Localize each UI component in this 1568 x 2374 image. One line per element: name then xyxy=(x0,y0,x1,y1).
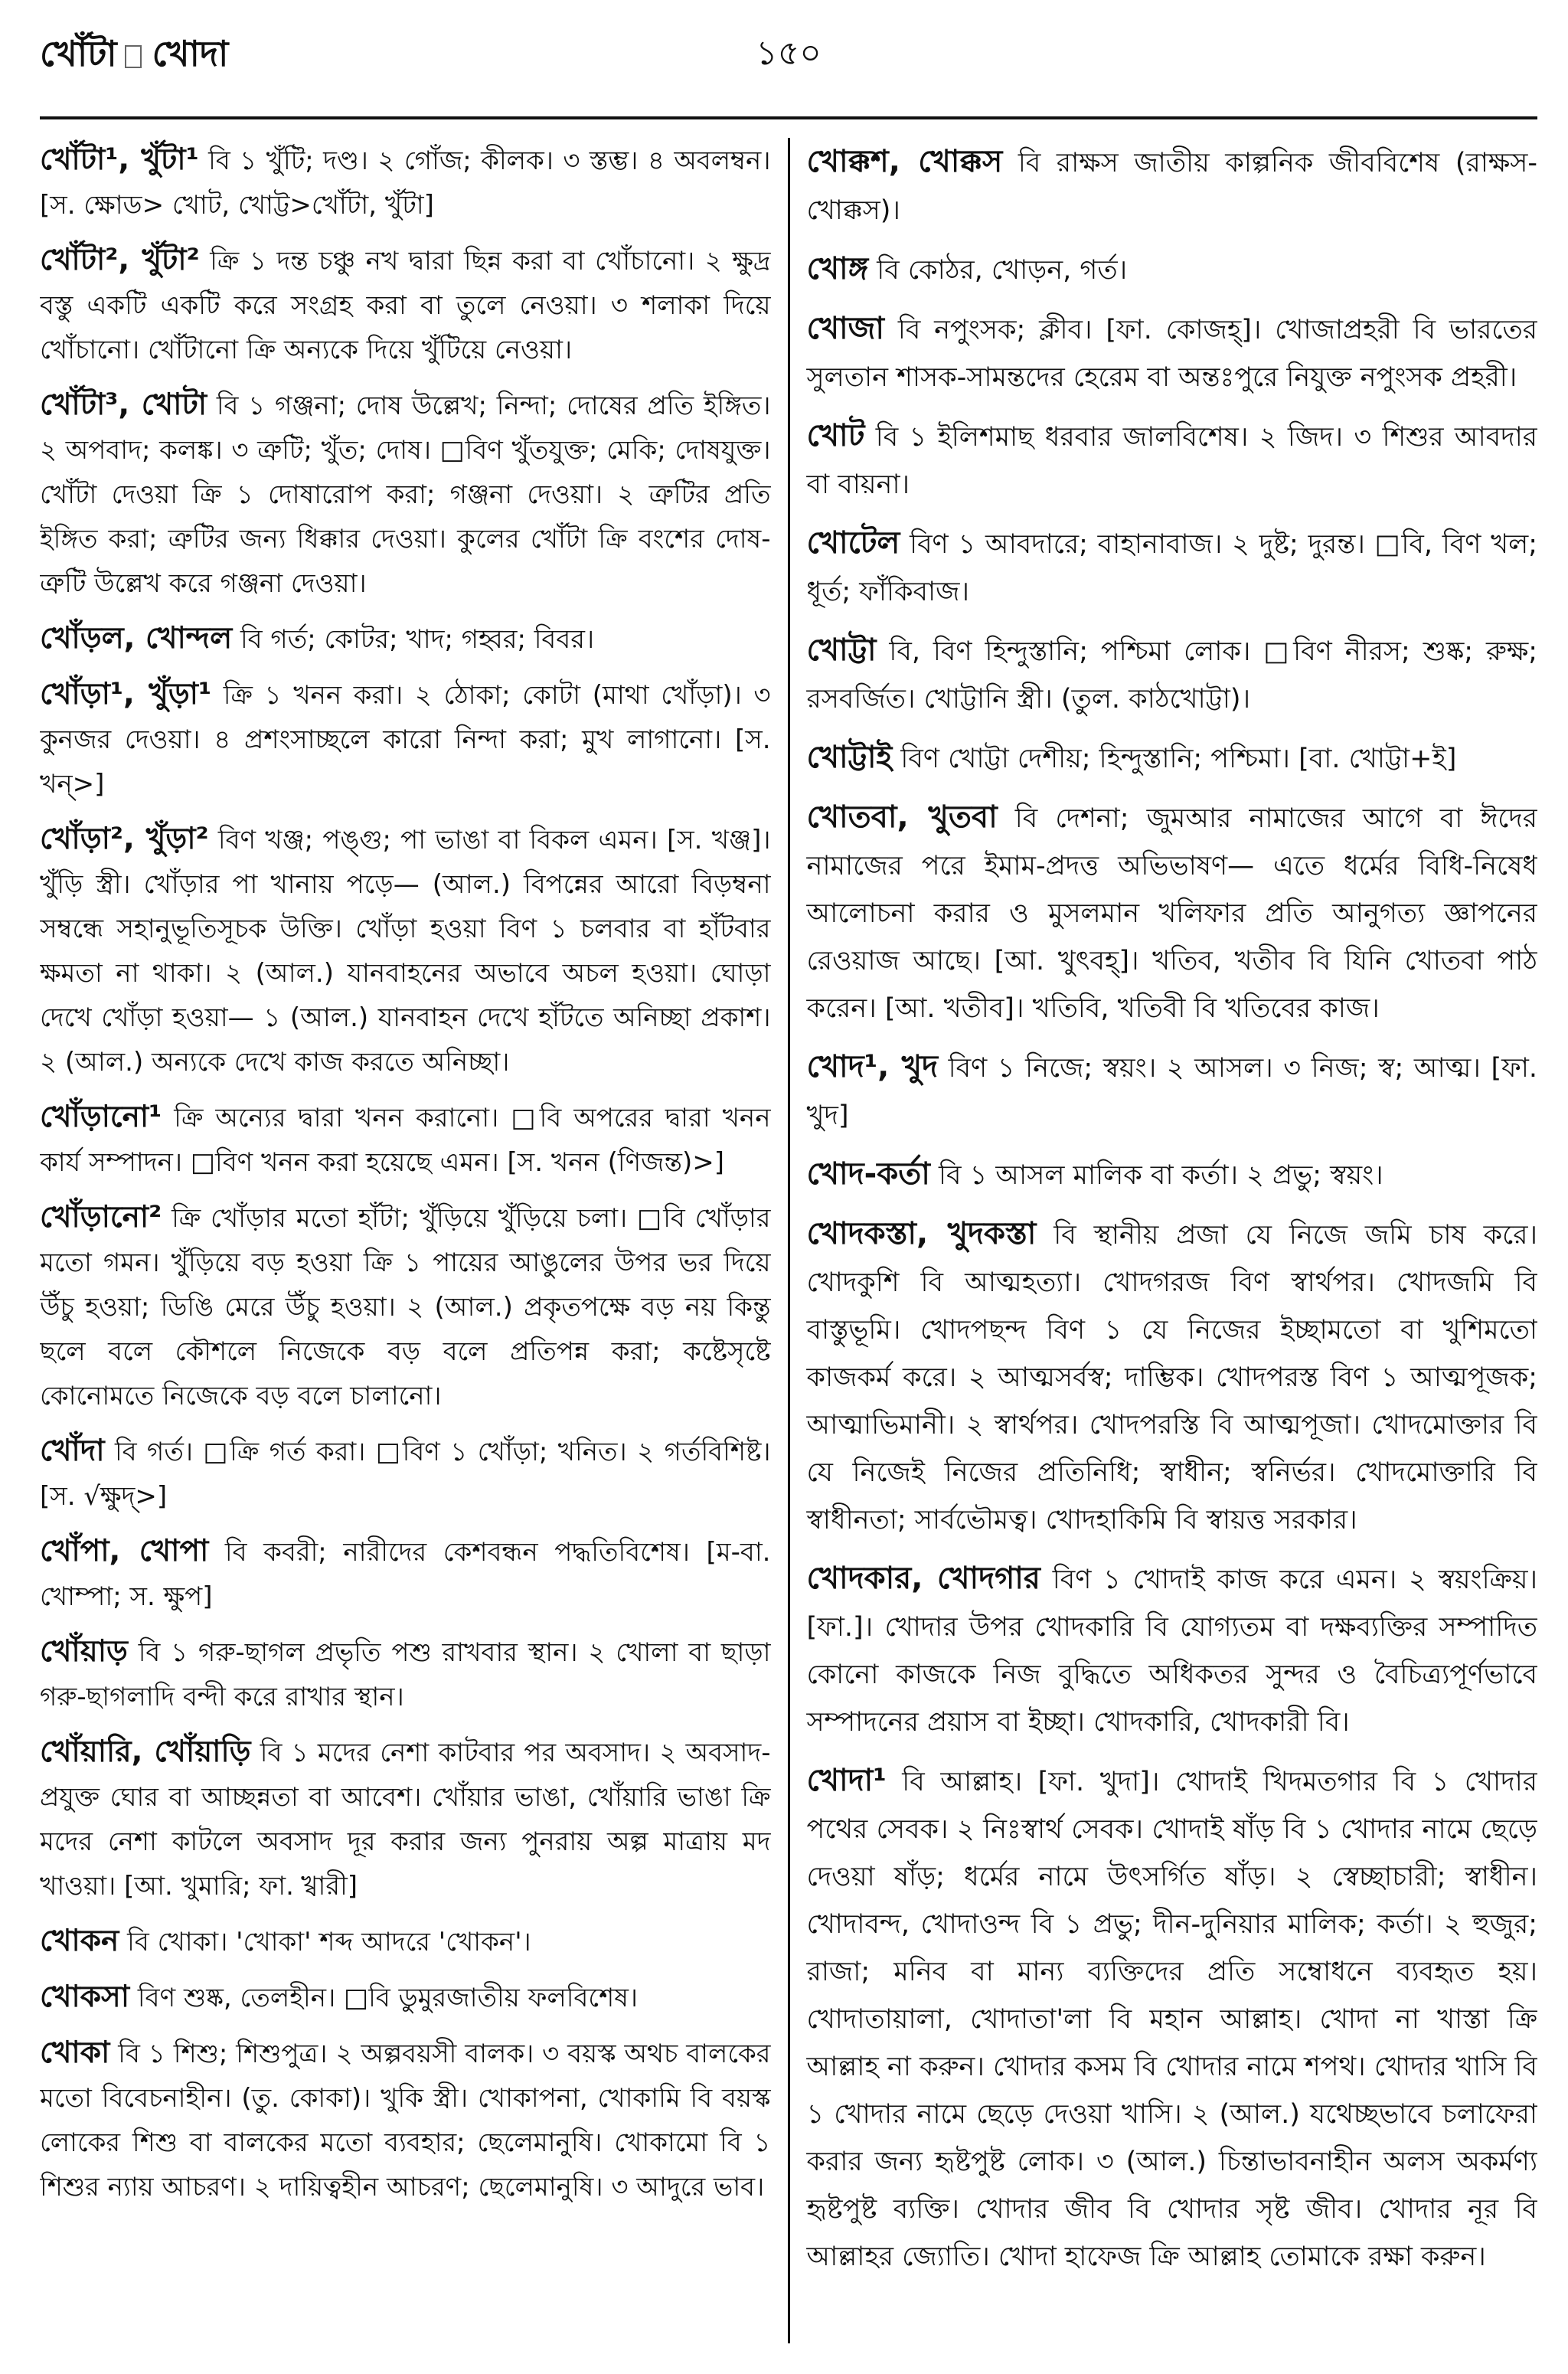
left-headword: খোঁটা xyxy=(40,33,117,74)
entry-definition: বি গর্ত। □ক্রি গর্ত করা। □বিণ ১ খোঁড়া; খনিত। ২ গর্তবিশিষ্ট। [স. √ক্ষুদ্>] xyxy=(40,1437,771,1512)
entry-headword: খোদা¹ xyxy=(806,1763,887,1798)
dictionary-entry xyxy=(40,1429,771,1519)
entry-definition: বিণ ১ আবদারে; বাহানাবাজ। ২ দুষ্ট; দুরন্ত। □বি, বিণ খল; ধূর্ত; ফাঁকিবাজ। xyxy=(806,529,1537,607)
header-rule xyxy=(40,116,1537,119)
dictionary-entry xyxy=(40,2031,771,2209)
entry-headword: খোকন xyxy=(40,1924,119,1958)
entry-headword: খোট xyxy=(806,418,865,453)
entry-definition: বি স্থানীয় প্রজা যে নিজে জমি চাষ করে। খোদকুশি বি আত্মহত্যা। খোদগরজ বিণ স্বার্থপর। খোদজমি বি বাস্তুভূমি। খোদপছন্দ বিণ ১ যে নিজের ইচ্ছামতো বা খুশিমতো কাজকর্ম করে। ২ আত্মসর্বস্ব; দাম্ভিক। খোদপরস্ত বিণ ১ আত্মপূজক; আত্মাভিমানী। ২ স্বার্থপর। খোদপরস্তি বি আত্মপূজা। খোদমোক্তার বি যে নিজেই নিজের প্রতিনিধি; স্বাধীন; স্বনির্ভর। খোদমোক্তারি বি স্বাধীনতা; সার্বভৌমত্ব। খোদহাকিমি বি স্বায়ত্ত সরকার। xyxy=(806,1220,1537,1535)
dictionary-entry xyxy=(807,412,1538,508)
entry-headword: খোঁপা, খোপা xyxy=(40,1534,209,1568)
dictionary-entry xyxy=(807,626,1538,723)
entry-definition: বিণ ১ নিজে; স্বয়ং। ২ আসল। ৩ নিজ; স্ব; আত্ম। [ফা. খুদ] xyxy=(806,1053,1537,1131)
entry-headword: খোঁটা², খুঁটা² xyxy=(40,243,200,277)
dictionary-entry xyxy=(40,1529,771,1619)
dictionary-entry xyxy=(40,1195,771,1418)
dictionary-entry xyxy=(807,245,1538,294)
dictionary-entry xyxy=(807,734,1538,783)
entry-definition: বি ১ আসল মালিক বা কর্তা। ২ প্রভু; স্বয়ং। xyxy=(938,1160,1383,1191)
entry-headword: খোঁয়ারি, খোঁয়াড়ি xyxy=(40,1735,251,1769)
entry-headword: খোদকার, খোদগার xyxy=(806,1561,1040,1596)
entry-definition: ক্রি ১ দন্ত চঞ্চু নখ দ্বারা ছিন্ন করা বা খোঁচানো। ২ ক্ষুদ্র বস্তু একটি একটি করে সংগ্রহ করা বা তুলে নেওয়া। ৩ শলাকা দিয়ে খোঁচানো। খোঁটানো ক্রি অন্যকে দিয়ে খুঁটিয়ে নেওয়া। xyxy=(40,246,771,365)
entry-definition: বি ১ শিশু; শিশুপুত্র। ২ অল্পবয়সী বালক। ৩ বয়স্ক অথচ বালকের মতো বিবেচনাহীন। (তু. কোকা)। খুকি স্ত্রী। খোকাপনা, খোকামি বি বয়স্ক লোকের শিশু বা বালকের মতো ব্যবহার; ছেলেমানুষি। খোকামো বি ১ শিশুর ন্যায় আচরণ। ২ দায়িত্বহীন আচরণ; ছেলেমানুষি। ৩ আদুরে ভাব। xyxy=(40,2039,771,2202)
dictionary-entry xyxy=(807,1150,1538,1199)
left-column xyxy=(40,138,788,2343)
entry-definition: বি দেশনা; জুমআর নামাজের আগে বা ঈদের নামাজের পরে ইমাম-প্রদত্ত অভিভাষণ— এতে ধর্মের বিধি-নিষেধ আলোচনা করার ও মুসলমান খলিফার প্রতি আনুগত্য জ্ঞাপনের রেওয়াজ আছে। [আ. খুৎবহ্]। খতিব, খতীব বি যিনি খোতবা পাঠ করেন। [আ. খতীব]। খতিবি, খতিবী বি খতিবের কাজ। xyxy=(806,803,1537,1024)
entry-definition: বিণ খঞ্জ; পঙ্গু; পা ভাঙা বা বিকল এমন। [স. খঞ্জ]। খুঁড়ি স্ত্রী। খোঁড়ার পা খানায় পড়ে— (আল.) বিপন্নের আরো বিড়ম্বনা সম্বন্ধে সহানুভূতিসূচক উক্তি। খোঁড়া হওয়া বিণ ১ চলবার বা হাঁটবার ক্ষমতা না থাকা। ২ (আল.) যানবাহনের অভাবে অচল হওয়া। ঘোড়া দেখে খোঁড়া হওয়া— ১ (আল.) যানবাহন দেখে হাঁটতে অনিচ্ছা প্রকাশ। ২ (আল.) অন্যকে দেখে কাজ করতে অনিচ্ছা। xyxy=(40,825,771,1077)
dictionary-entry xyxy=(807,305,1538,401)
entry-headword: খোঙ্গ xyxy=(806,251,869,286)
dictionary-entry xyxy=(40,1975,771,2020)
entry-headword: খোঁড়া¹, খুঁড়া¹ xyxy=(40,677,212,711)
entry-definition: বি খোকা। 'খোকা' শব্দ আদরে 'খোকন'। xyxy=(127,1927,531,1957)
page-header xyxy=(40,23,1537,77)
right-headword: খোদা xyxy=(152,33,229,74)
entry-definition: বি, বিণ হিন্দুস্তানি; পশ্চিমা লোক। □বিণ নীরস; শুষ্ক; রুক্ষ; রসবর্জিত। খোট্টানি স্ত্রী। (তুল. কাঠখোট্টা)। xyxy=(806,636,1537,714)
entry-definition: বি নপুংসক; ক্লীব। [ফা. কোজহ্]। খোজাপ্রহরী বি ভারতের সুলতান শাসক-সামন্তদের হেরেম বা অন্তঃপুরে নিযুক্ত নপুংসক প্রহরী। xyxy=(806,315,1537,393)
entry-definition: ক্রি অন্যের দ্বারা খনন করানো। □বি অপরের দ্বারা খনন কার্য সম্পাদন। □বিণ খনন করা হয়েছে এমন। [স. খনন (ণিজন্ত)>] xyxy=(40,1103,771,1178)
entry-definition: বি আল্লাহ। [ফা. খুদা]। খোদাই খিদমতগার বি ১ খোদার পথের সেবক। ২ নিঃস্বার্থ সেবক। খোদাই ষাঁড় বি ১ খোদার নামে ছেড়ে দেওয়া ষাঁড়; ধর্মের নামে উৎসর্গিত ষাঁড়। ২ স্বেচ্ছাচারী; স্বাধীন। খোদাবন্দ, খোদাওন্দ বি ১ প্রভু; দীন-দুনিয়ার মালিক; কর্তা। ২ হুজুর; রাজা; মনিব বা মান্য ব্যক্তিদের প্রতি সম্বোধনে ব্যবহৃত হয়। খোদাতায়ালা, খোদাতা'লা বি মহান আল্লাহ। খোদা না খাস্তা ক্রি আল্লাহ না করুন। খোদার কসম বি খোদার নামে শপথ। খোদার খাসি বি ১ খোদার নামে ছেড়ে দেওয়া খাসি। ২ (আল.) যথেচ্ছভাবে চলাফেরা করার জন্য হৃষ্টপুষ্ট লোক। ৩ (আল.) চিন্তাভাবনাহীন অলস অকর্মণ্য হৃষ্টপুষ্ট ব্যক্তি। খোদার জীব বি খোদার সৃষ্ট জীব। খোদার নূর বি আল্লাহর জ্যোতি। খোদা হাফেজ ক্রি আল্লাহ তোমাকে রক্ষা করুন। xyxy=(806,1767,1537,2272)
entry-headword: খোতবা, খুতবা xyxy=(806,800,998,835)
dictionary-entry xyxy=(807,1210,1538,1544)
entry-headword: খোদ¹, খুদ xyxy=(806,1049,938,1084)
dictionary-entry xyxy=(40,672,771,806)
entry-headword: খোদ-কর্তা xyxy=(806,1156,930,1192)
entry-headword: খোদকস্তা, খুদকস্তা xyxy=(806,1216,1037,1251)
entry-definition: ক্রি খোঁড়ার মতো হাঁটা; খুঁড়িয়ে খুঁড়িয়ে চলা। □বি খোঁড়ার মতো গমন। খুঁড়িয়ে বড় হওয়া ক্রি ১ পায়ের আঙুলের উপর ভর দিয়ে উঁচু হওয়া; ডিঙি মেরে উঁচু হওয়া। ২ (আল.) প্রকৃতপক্ষে বড় নয় কিন্তু ছলে বলে কৌশলে নিজেকে বড় বলে প্রতিপন্ন করা; কষ্টেসৃষ্টে কোনোমতে নিজেকে বড় বলে চালানো। xyxy=(40,1203,771,1411)
dictionary-entry xyxy=(40,383,771,606)
dictionary-entry xyxy=(40,616,771,662)
dictionary-entry xyxy=(807,519,1538,616)
entry-definition: বিণ খোট্টা দেশীয়; হিন্দুস্তানি; পশ্চিমা। [বা. খোট্টা+ই] xyxy=(900,744,1457,774)
page-number: ১৫০ xyxy=(756,34,822,73)
dictionary-entry xyxy=(40,1095,771,1185)
entry-headword: খোক্কশ, খোক্কস xyxy=(806,144,1003,179)
entry-headword: খোঁয়াড় xyxy=(40,1634,128,1669)
dictionary-entry xyxy=(40,1919,771,1964)
entry-definition: বি কোঠর, খোড়ন, গর্ত। xyxy=(877,255,1128,286)
entry-headword: খোঁটা³, খোটা xyxy=(40,387,207,422)
entry-definition: বি ১ গঞ্জনা; দোষ উল্লেখ; নিন্দা; দোষের প্রতি ইঙ্গিত। ২ অপবাদ; কলঙ্ক। ৩ ত্রুটি; খুঁত; দোষ। □বিণ খুঁতযুক্ত; মেকি; দোষযুক্ত। খোঁটা দেওয়া ক্রি ১ দোষারোপ করা; গঞ্জনা দেওয়া। ২ ত্রুটির প্রতি ইঙ্গিত করা; ত্রুটির জন্য ধিক্কার দেওয়া। কুলের খোঁটা ক্রি বংশের দোষ-ত্রুটি উল্লেখ করে গঞ্জনা দেওয়া। xyxy=(40,391,771,599)
dictionary-entry xyxy=(40,138,771,227)
entry-headword: খোকসা xyxy=(40,1980,130,2014)
entry-definition: বিণ শুষ্ক, তেলহীন। □বি ডুমুরজাতীয় ফলবিশেষ। xyxy=(137,1983,639,2013)
dictionary-entry xyxy=(40,1630,771,1719)
entry-headword: খোট্টা xyxy=(806,633,877,668)
dictionary-entry xyxy=(40,817,771,1084)
entry-definition: বি গর্ত; কোটর; খাদ; গহ্বর; বিবর। xyxy=(240,624,595,655)
entry-definition: বি ১ মদের নেশা কাটবার পর অবসাদ। ২ অবসাদ-প্রযুক্ত ঘোর বা আচ্ছন্নতা বা আবেশ। খোঁয়ার ভাঙা, খোঁয়ারি ভাঙা ক্রি মদের নেশা কাটলে অবসাদ দূর করার জন্য পুনরায় অল্প মাত্রায় মদ খাওয়া। [আ. খুমারি; ফা. খ্বারী] xyxy=(40,1738,771,1901)
dictionary-entry xyxy=(807,138,1538,234)
entry-headword: খোট্টাই xyxy=(806,740,893,775)
dictionary-entry xyxy=(807,1757,1538,2281)
dictionary-entry xyxy=(40,1730,771,1908)
columns xyxy=(40,138,1537,2343)
dictionary-entry xyxy=(807,1555,1538,1746)
entry-definition: বি কবরী; নারীদের কেশবন্ধন পদ্ধতিবিশেষ। [ম-বা. খোম্পা; স. ক্ষুপ] xyxy=(40,1537,771,1612)
entry-definition: বি ১ খুঁটি; দণ্ড। ২ গোঁজ; কীলক। ৩ স্তম্ভ। ৪ অবলম্বন। [স. ক্ষোড> খোট, খোট্ট>খোঁটা, খুঁটা] xyxy=(40,146,771,221)
entry-definition: বি রাক্ষস জাতীয় কাল্পনিক জীববিশেষ (রাক্ষস-খোক্কস)। xyxy=(806,148,1537,226)
entry-headword: খোজা xyxy=(806,311,884,346)
entry-headword: খোকা xyxy=(40,2036,110,2070)
entry-headword: খোটেল xyxy=(806,525,900,561)
dictionary-entry xyxy=(40,238,771,372)
entry-definition: বি ১ ইলিশমাছ ধরবার জালবিশেষ। ২ জিদ। ৩ শিশুর আবদার বা বায়না। xyxy=(806,422,1537,500)
entry-headword: খোঁদা xyxy=(40,1434,105,1468)
entry-definition: ক্রি ১ খনন করা। ২ ঠোকা; কোটা (মাথা খোঁড়া)। ৩ কুনজর দেওয়া। ৪ প্রশংসাচ্ছলে কারো নিন্দা করা; মুখ লাগানো। [স. খন্>] xyxy=(40,680,771,800)
entry-headword: খোঁড়ল, খোন্দল xyxy=(40,621,233,656)
dictionary-entry xyxy=(807,793,1538,1032)
entry-headword: খোঁড়ানো¹ xyxy=(40,1100,162,1134)
entry-headword: খোঁড়ানো² xyxy=(40,1200,162,1234)
entry-definition: বি ১ গরু-ছাগল প্রভৃতি পশু রাখবার স্থান। ২ খোলা বা ছাড়া গরু-ছাগলাদি বন্দী করে রাখার স্থান। xyxy=(40,1637,771,1712)
entry-headword: খোঁড়া², খুঁড়া² xyxy=(40,822,209,856)
right-column xyxy=(788,138,1538,2343)
dictionary-entry xyxy=(807,1043,1538,1140)
entry-definition: বিণ ১ খোদাই কাজ করে এমন। ২ স্বয়ংক্রিয়। [ফা.]। খোদার উপর খোদকারি বি যোগ্যতম বা দক্ষব্যক্তির সম্পাদিত কোনো কাজকে নিজ বুদ্ধিতে অধিকতর সুন্দর ও বৈচিত্র্যপূর্ণভাবে সম্পাদনের প্রয়াস বা ইচ্ছা। খোদকারি, খোদকারী বি। xyxy=(806,1565,1537,1738)
entry-headword: খোঁটা¹, খুঁটা¹ xyxy=(40,142,199,177)
